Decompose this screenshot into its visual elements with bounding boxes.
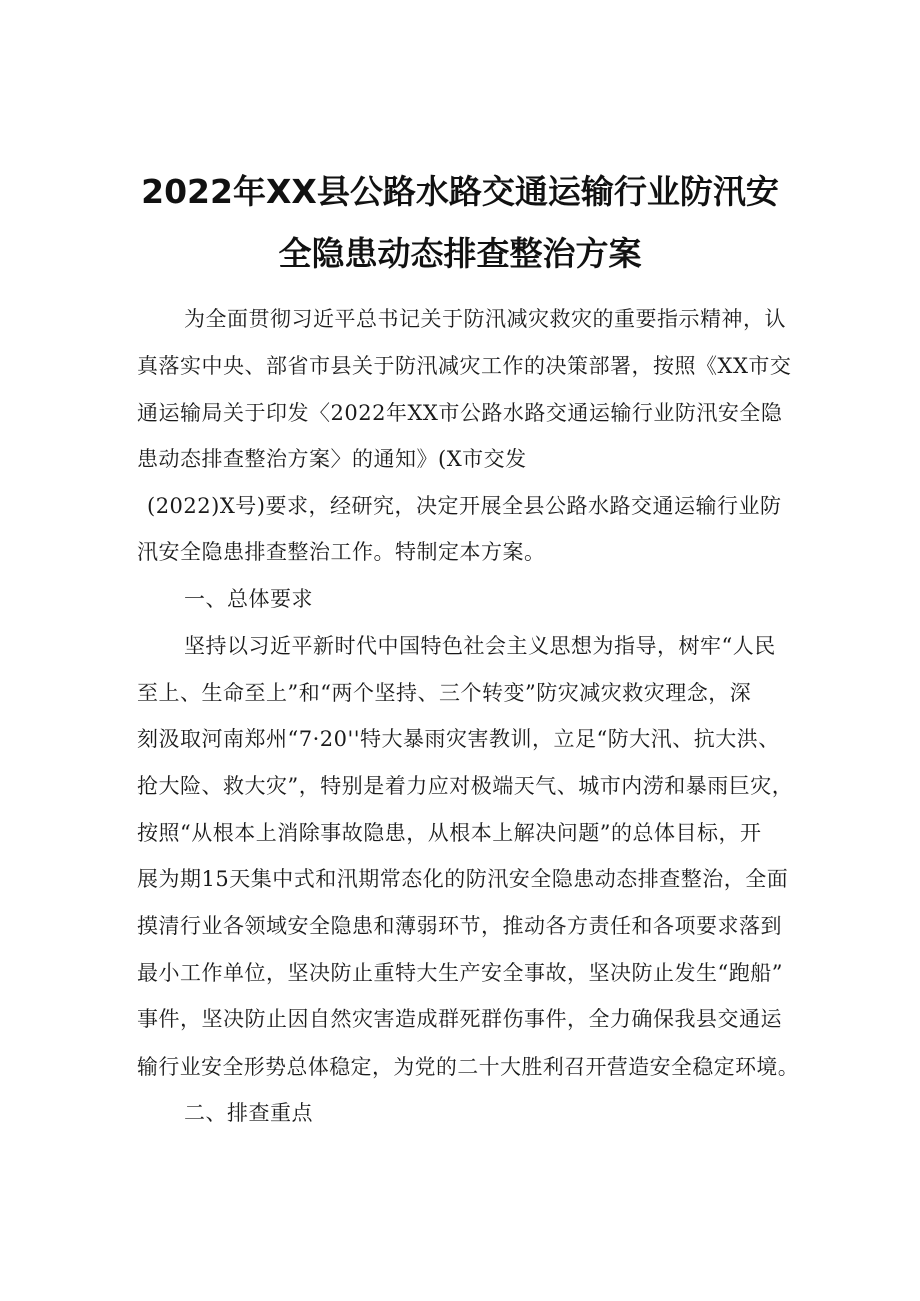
section-heading: 一、总体要求 bbox=[184, 587, 313, 611]
document-title-line-1: 2022年XX县公路水路交通运输行业防汛安 bbox=[141, 172, 779, 211]
body-line: 最小工作单位，坚决防止重特大生产安全事故，坚决防止发生“跑船” bbox=[137, 961, 783, 985]
body-line: 展为期15天集中式和汛期常态化的防汛安全隐患动态排查整治，全面 bbox=[137, 867, 789, 891]
body-line: (2022)X号)要求，经研究，决定开展全县公路水路交通运输行业防 bbox=[147, 494, 782, 518]
body-line: 真落实中央、部省市县关于防汛减灾工作的决策部署，按照《XX市交 bbox=[137, 354, 792, 378]
body-line: 事件，坚决防止因自然灾害造成群死群伤事件，全力确保我县交通运 bbox=[137, 1007, 782, 1031]
body-line: 为全面贯彻习近平总书记关于防汛减灾救灾的重要指示精神，认 bbox=[184, 307, 786, 331]
document-title-line-2: 全隐患动态排查整治方案 bbox=[278, 234, 642, 273]
body-line: 至上、生命至上”和“两个坚持、三个转变”防灾减灾救灾理念，深 bbox=[137, 681, 752, 705]
body-line: 患动态排查整治方案〉的通知》(X市交发 bbox=[137, 447, 527, 471]
body-line: 按照“从根本上消除事故隐患，从根本上解决问题”的总体目标，开 bbox=[137, 821, 762, 845]
body-line: 刻汲取河南郑州“7·20''特大暴雨灾害教训，立足“防大汛、抗大洪、 bbox=[137, 727, 780, 751]
body-line: 汛安全隐患排查整治工作。特制定本方案。 bbox=[137, 540, 546, 564]
body-line: 输行业安全形势总体稳定，为党的二十大胜利召开营造安全稳定环境。 bbox=[137, 1055, 800, 1079]
body-line: 通运输局关于印发〈2022年XX市公路水路交通运输行业防汛安全隐 bbox=[137, 401, 783, 425]
body-line: 坚持以习近平新时代中国特色社会主义思想为指导，树牢“人民 bbox=[184, 634, 776, 658]
section-heading: 二、排查重点 bbox=[184, 1101, 313, 1125]
body-line: 抢大险、救大灾”，特别是着力应对极端天气、城市内涝和暴雨巨灾， bbox=[137, 774, 794, 798]
body-line: 摸清行业各领域安全隐患和薄弱环节，推动各方责任和各项要求落到 bbox=[137, 914, 782, 938]
